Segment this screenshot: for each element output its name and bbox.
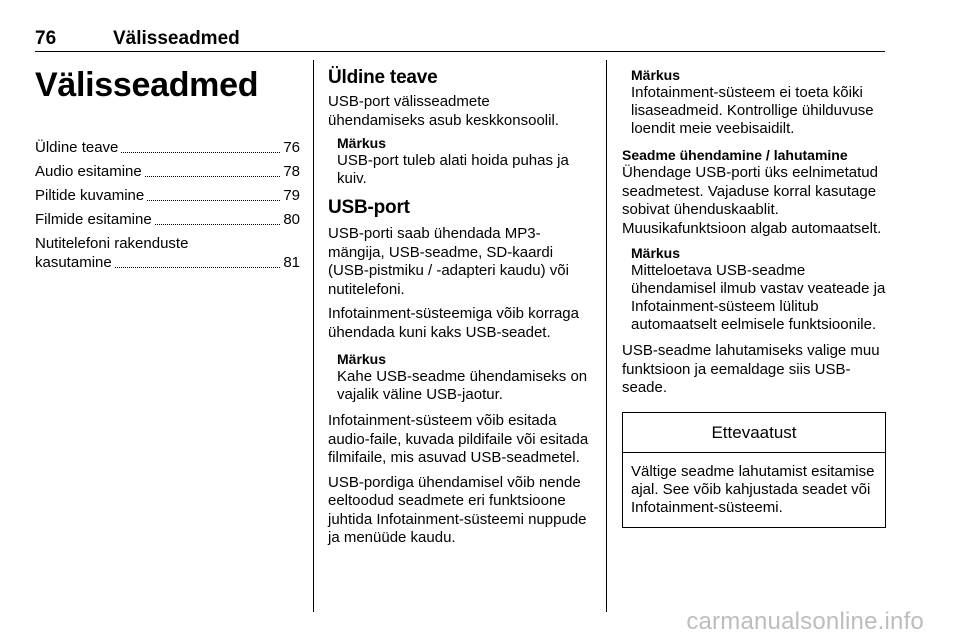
toc-item[interactable]: [35, 186, 300, 205]
toc-label: Filmide esitamine: [35, 211, 152, 228]
note-text: Mitteloetava USB-seadme ühendamisel ilmub vastav veateade ja Infotainment-süsteem lülitub automaatselt eelmisele funktsioonile.: [631, 262, 886, 333]
running-title: Välisseadmed: [113, 28, 240, 49]
paragraph: USB-seadme lahutamiseks valige muu funktsioon ja eemaldage siis USB-seade.: [622, 342, 880, 396]
page-header: [35, 28, 885, 52]
paragraph: USB-port välisseadmete ühendamiseks asub keskkonsoolil.: [328, 93, 559, 129]
note-title: Märkus: [337, 135, 387, 151]
note-box: [622, 60, 887, 138]
column-divider-1: [313, 60, 314, 612]
paragraph: USB-porti saab ühendada MP3-mängija, USB-seadme, SD-kaardi (USB-pistmiku / -adapteri kaudu) või nutitelefoni.: [328, 225, 569, 298]
table-of-contents: [35, 138, 300, 272]
toc-leader: [121, 152, 280, 153]
note-title: Märkus: [631, 67, 681, 83]
toc-leader: [147, 200, 280, 201]
note-box: [622, 244, 887, 334]
note-text: Kahe USB-seadme ühendamiseks on vajalik väline USB-jaotur.: [337, 368, 588, 403]
toc-page: 79: [283, 187, 300, 204]
toc-item[interactable]: [35, 210, 300, 229]
subheading-connect: Seadme ühendamine / lahutamine: [622, 147, 848, 163]
toc-item[interactable]: [35, 234, 300, 272]
section-heading-general: Üldine teave: [328, 67, 438, 88]
toc-label-line2: kasutamine: [35, 254, 112, 271]
note-box: [328, 350, 590, 404]
toc-label: Piltide kuvamine: [35, 187, 145, 204]
note-box: [328, 134, 590, 188]
paragraph: USB-pordiga ühendamisel võib nende eeltoodud seadmete eri funktsioone juhtida Infotainment-süsteemi nuppude ja menüüde kaudu.: [328, 473, 587, 546]
header-rule: [35, 51, 885, 52]
toc-label: Üldine teave: [35, 139, 119, 156]
warning-box: [622, 412, 886, 528]
toc-page: 78: [283, 163, 300, 180]
note-title: Märkus: [337, 351, 387, 367]
paragraph: Infotainment-süsteem võib esitada audio-faile, kuvada pildifaile või esitada filmifaile, mis asuvad USB-seadmetel.: [328, 412, 589, 466]
toc-page: 81: [283, 254, 300, 271]
toc-page: 80: [283, 211, 300, 228]
column-2: [328, 60, 590, 548]
toc-label: Audio esitamine: [35, 163, 142, 180]
chapter-title: Välisseadmed: [35, 66, 259, 104]
watermark: carmanualsonline.info: [686, 608, 924, 635]
toc-item[interactable]: [35, 138, 300, 157]
toc-label-line1: Nutitelefoni rakenduste: [35, 235, 189, 252]
column-1: [35, 60, 300, 272]
toc-leader: [145, 176, 281, 177]
toc-item[interactable]: [35, 162, 300, 181]
paragraph: Infotainment-süsteemiga võib korraga ühendada kuni kaks USB-seadet.: [328, 305, 579, 341]
column-divider-2: [606, 60, 607, 612]
note-title: Märkus: [631, 245, 681, 261]
toc-leader: [115, 267, 281, 268]
toc-leader: [155, 224, 281, 225]
warning-title: Ettevaatust: [623, 413, 885, 453]
section-heading-usb: USB-port: [328, 197, 410, 218]
page-number: 76: [35, 28, 57, 49]
note-text: Infotainment-süsteem ei toeta kõiki lisaseadmeid. Kontrollige ühilduvuse loendit meie veebisaidilt.: [631, 84, 874, 137]
toc-page: 76: [283, 139, 300, 156]
note-text: USB-port tuleb alati hoida puhas ja kuiv.: [337, 152, 569, 187]
warning-text: Vältige seadme lahutamist esitamise ajal. See võib kahjustada seadet või Infotainment-süsteemi.: [631, 462, 875, 516]
column-3: [622, 60, 887, 528]
paragraph: Ühendage USB-porti üks eelnimetatud seadmetest. Vajaduse korral kasutage sobivat ühenduskaablit. Muusikafunktsioon algab automaatselt.: [622, 164, 882, 237]
